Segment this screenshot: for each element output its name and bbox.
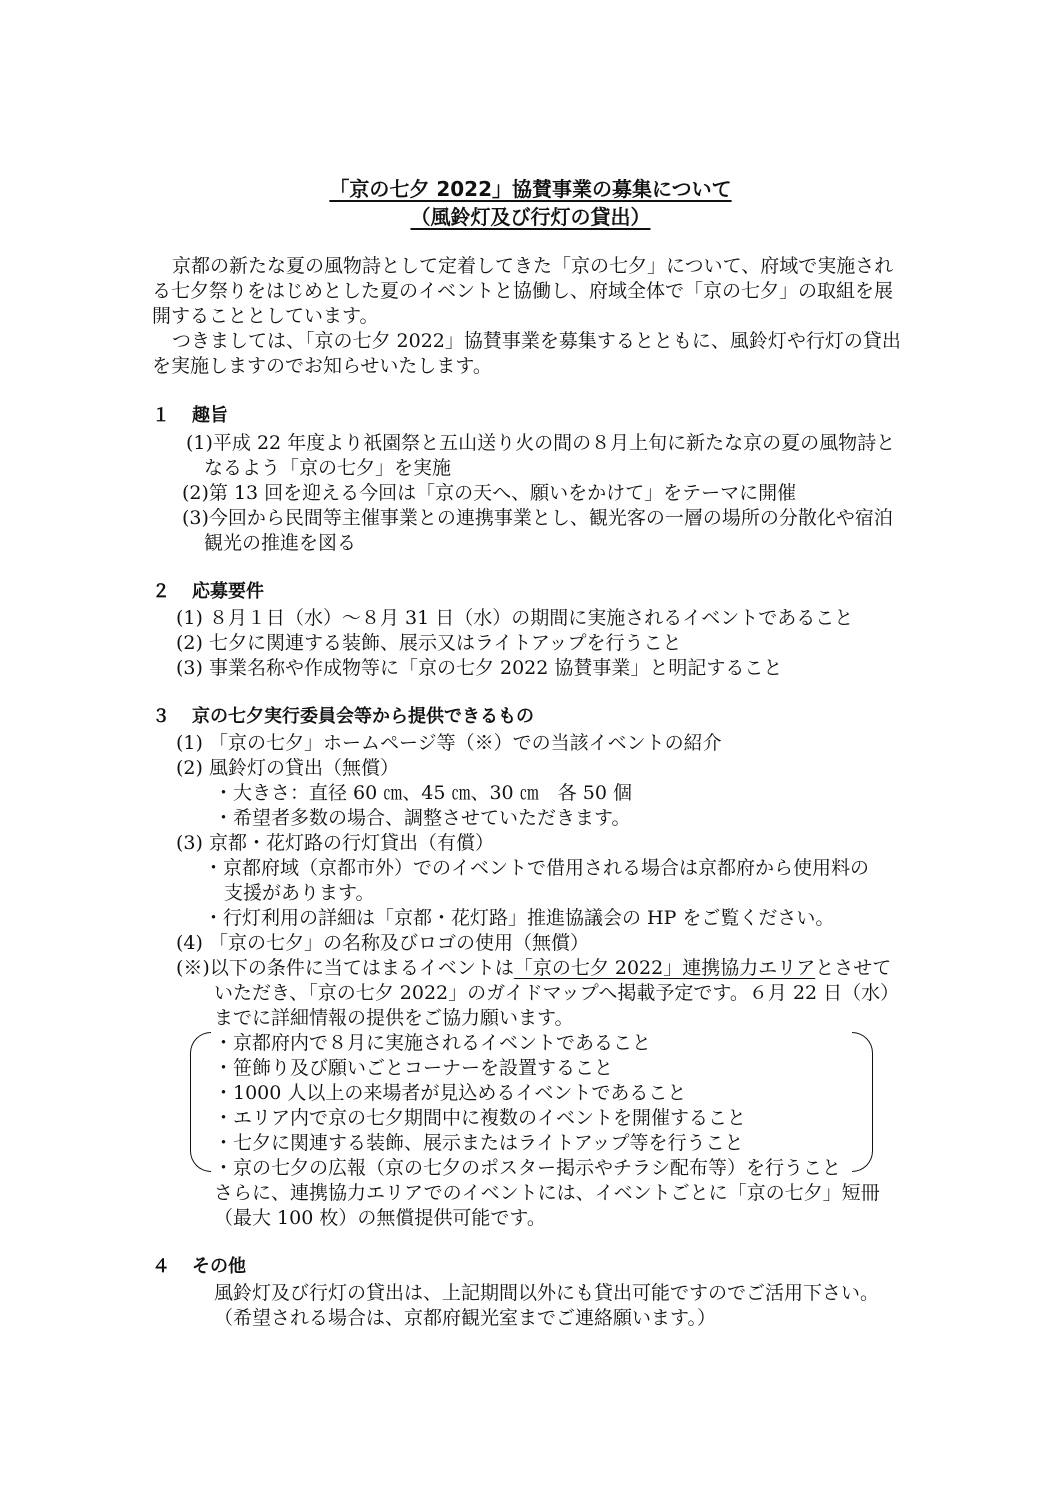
section-3-subitem: ・行灯利用の詳細は「京都・花灯路」推進協議会の HP をご覧ください。 — [204, 907, 835, 929]
intro-line: を実施しますのでお知らせいたします。 — [152, 355, 492, 377]
section-4-line: （希望される場合は、京都府観光室までご連絡願います。） — [214, 1307, 716, 1329]
section-3-after: （最大 100 枚）の無償提供可能です。 — [214, 1207, 546, 1229]
condition-item: ・1000 人以上の来場者が見込めるイベントであること — [214, 1082, 687, 1104]
section-3-subitem: 支援があります。 — [224, 882, 375, 904]
section-1-item: (1)平成 22 年度より祇園祭と五山送り火の間の８月上旬に新たな京の夏の風物詩と — [186, 432, 896, 454]
section-3-note: までに詳細情報の提供をご協力願います。 — [214, 1007, 574, 1029]
section-3-subitem: ・希望者多数の場合、調整させていただきます。 — [214, 807, 631, 829]
section-3-item: (1) 「京の七夕」ホームページ等（※）での当該イベントの紹介 — [176, 732, 722, 754]
section-1-item: (3)今回から民間等主催事業との連携事業とし、観光客の一層の場所の分散化や宿泊 — [182, 507, 893, 529]
section-1-item: (2)第 13 回を迎える今回は「京の天へ、願いをかけて」をテーマに開催 — [182, 482, 797, 504]
section-4-line: 風鈴灯及び行灯の貸出は、上記期間以外にも貸出可能ですのでご活用下さい。 — [214, 1282, 880, 1304]
intro-line: つきましては、「京の七夕 2022」協賛事業を募集するとともに、風鈴灯や行灯の貸出 — [172, 330, 901, 352]
condition-item: ・七夕に関連する装飾、展示またはライトアップ等を行うこと — [214, 1132, 744, 1154]
section-1-item: 観光の推進を図る — [204, 532, 357, 554]
section-3-item: (3) 京都・花灯路の行灯貸出（有償） — [176, 832, 494, 854]
intro-line: 開することとしています。 — [152, 305, 379, 327]
section-2-item: (2) 七夕に関連する装飾、展示又はライトアップを行うこと — [176, 632, 682, 654]
section-3-item: (2) 風鈴灯の貸出（無償） — [176, 757, 399, 779]
section-3-note: (※)以下の条件に当てはまるイベントは「京の七夕 2022」連携協力エリアとさせて — [176, 957, 892, 979]
condition-item: ・笹飾り及び願いごとコーナーを設置すること — [214, 1057, 614, 1079]
section-3-heading: ３ 京の七夕実行委員会等から提供できるもの — [152, 706, 534, 727]
condition-item: ・京の七夕の広報（京の七夕のポスター掲示やチラシ配布等）を行うこと — [214, 1157, 842, 1179]
intro-line: る七夕祭りをはじめとした夏のイベントと協働し、府域全体で「京の七夕」の取組を展 — [152, 280, 894, 302]
section-1-item: なるよう「京の七夕」を実施 — [204, 457, 452, 479]
right-bracket — [852, 1032, 873, 1172]
section-3-item: (4) 「京の七夕」の名称及びロゴの使用（無償） — [176, 932, 589, 954]
left-bracket — [190, 1032, 211, 1172]
section-3-subitem: ・大きさ：直径 60 ㎝、45 ㎝、30 ㎝ 各 50 個 — [214, 782, 632, 804]
condition-item: ・京都府内で８月に実施されるイベントであること — [214, 1032, 652, 1054]
section-3-subitem: ・京都府域（京都市外）でのイベントで借用される場合は京都府から使用料の — [204, 857, 870, 879]
section-3-after: さらに、連携協力エリアでのイベントには、イベントごとに「京の七夕」短冊 — [214, 1182, 880, 1204]
document-title: 「京の七夕 2022」協賛事業の募集について — [329, 177, 732, 201]
section-4-heading: ４ その他 — [152, 1256, 246, 1277]
condition-item: ・エリア内で京の七夕期間中に複数のイベントを開催すること — [214, 1107, 747, 1129]
document-subtitle: （風鈴灯及び行灯の貸出） — [410, 205, 651, 229]
section-2-item: (3) 事業名称や作成物等に「京の七夕 2022 協賛事業」と明記すること — [176, 657, 783, 679]
section-2-heading: ２ 応募要件 — [152, 581, 264, 602]
section-3-note: いただき、「京の七夕 2022」のガイドマップへ掲載予定です。６月 22 日（水） — [214, 982, 900, 1004]
intro-line: 京都の新たな夏の風物詩として定着してきた「京の七夕」について、府域で実施され — [172, 255, 894, 277]
section-2-item: (1) ８月１日（水）～８月 31 日（水）の期間に実施されるイベントであること — [176, 607, 854, 629]
partner-area-label: 「京の七夕 2022」連携協力エリア — [513, 957, 816, 979]
section-1-heading: １ 趣旨 — [152, 405, 228, 426]
